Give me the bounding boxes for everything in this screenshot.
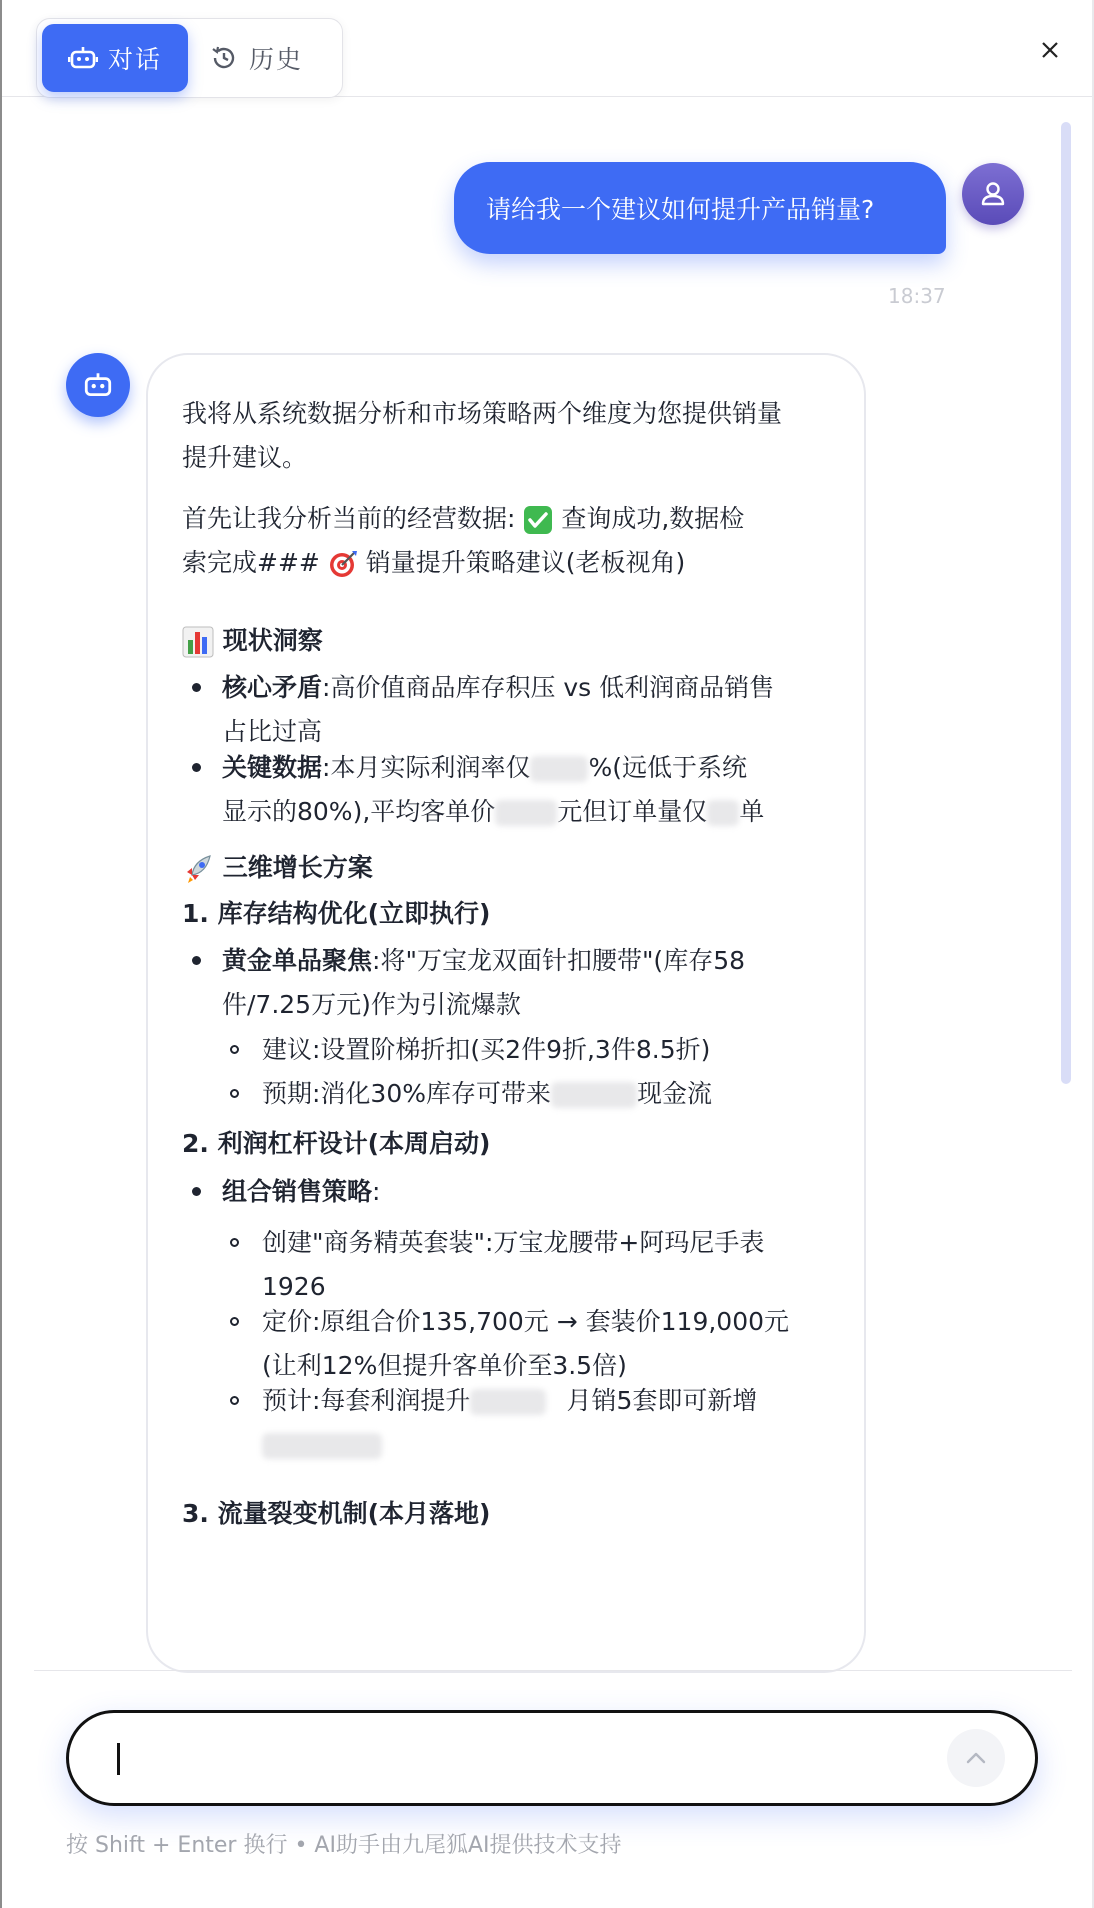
message-timestamp: 18:37 bbox=[888, 284, 946, 308]
tab-history-label: 历史 bbox=[249, 45, 304, 74]
plan-item: 黄金单品聚焦:将"万宝龙双面针扣腰带"(库存58 bbox=[222, 946, 746, 975]
bullet bbox=[192, 956, 201, 965]
scrollbar-thumb[interactable] bbox=[1061, 122, 1071, 1084]
tab-chat[interactable] bbox=[42, 24, 188, 92]
robot-icon bbox=[82, 369, 114, 401]
insight-item-cont: 显示的80%),平均客单价 元但订单量仅 单 bbox=[222, 797, 765, 826]
user-icon bbox=[978, 179, 1008, 209]
sub-bullet bbox=[230, 1089, 239, 1098]
redacted-value bbox=[707, 800, 739, 826]
input-hint: 按 Shift + Enter 换行 • AI助手由九尾狐AI提供技术支持 bbox=[66, 1833, 622, 1858]
plan-sub-item: 创建"商务精英套装":万宝龙腰带+阿玛尼手表 bbox=[262, 1228, 765, 1257]
text-caret bbox=[117, 1743, 120, 1775]
history-icon bbox=[209, 43, 239, 73]
sub-bullet bbox=[230, 1396, 239, 1405]
rocket-icon bbox=[182, 853, 214, 885]
redacted-value bbox=[530, 756, 588, 782]
plan-sub-item: 预期:消化30%库存可带来 现金流 bbox=[262, 1079, 713, 1108]
tab-history[interactable] bbox=[209, 24, 329, 92]
bot-message-bubble bbox=[146, 353, 866, 1673]
status-line: 首先让我分析当前的经营数据: 查询成功,数据检 bbox=[182, 504, 745, 533]
close-button[interactable] bbox=[1032, 32, 1068, 68]
plan-title: 3. 流量裂变机制(本月落地) bbox=[182, 1499, 491, 1528]
plan-sub-item: 预计:每套利润提升 月销5套即可新增 bbox=[262, 1386, 758, 1415]
status-line: 索完成### 销量提升策略建议(老板视角) bbox=[182, 548, 686, 577]
panel-header bbox=[2, 0, 1092, 97]
intro-line: 我将从系统数据分析和市场策略两个维度为您提供销量 bbox=[182, 399, 783, 428]
plan-item-cont: 件/7.25万元)作为引流爆款 bbox=[222, 990, 521, 1019]
plan-title: 2. 利润杠杆设计(本周启动) bbox=[182, 1129, 491, 1158]
bot-avatar bbox=[66, 353, 130, 417]
plan-sub-item-cont: (让利12%但提升客单价至3.5倍) bbox=[262, 1351, 627, 1380]
plan-sub-item: 建议:设置阶梯折扣(买2件9折,3件8.5折) bbox=[262, 1035, 711, 1064]
plan-sub-item-cont bbox=[262, 1430, 382, 1460]
message-input[interactable] bbox=[66, 1710, 1038, 1806]
user-avatar bbox=[962, 163, 1024, 225]
redacted-value bbox=[551, 1082, 637, 1108]
bullet bbox=[192, 763, 201, 772]
sub-bullet bbox=[230, 1238, 239, 1247]
mode-tabs bbox=[36, 18, 343, 98]
input-divider bbox=[34, 1670, 1072, 1671]
window-left-border bbox=[0, 0, 2, 1908]
robot-icon bbox=[68, 43, 98, 73]
section-heading: 现状洞察 bbox=[182, 626, 323, 658]
bullet bbox=[192, 683, 201, 692]
check-mark-icon bbox=[523, 505, 553, 535]
redacted-value bbox=[495, 800, 557, 826]
plan-title: 1. 库存结构优化(立即执行) bbox=[182, 899, 491, 928]
redacted-value bbox=[262, 1433, 382, 1459]
close-icon bbox=[1041, 41, 1059, 59]
tab-chat-label: 对话 bbox=[107, 45, 162, 74]
sub-bullet bbox=[230, 1317, 239, 1326]
insight-item-cont: 占比过高 bbox=[222, 717, 323, 746]
user-message-bubble bbox=[454, 162, 946, 254]
target-icon bbox=[328, 549, 358, 579]
bullet bbox=[192, 1187, 201, 1196]
redacted-value bbox=[470, 1389, 546, 1415]
section-heading: 三维增长方案 bbox=[182, 853, 373, 885]
intro-line: 提升建议。 bbox=[182, 443, 308, 472]
insight-item: 核心矛盾:高价值商品库存积压 vs 低利润商品销售 bbox=[222, 673, 775, 702]
plan-item: 组合销售策略: bbox=[222, 1177, 381, 1206]
plan-sub-item-cont: 1926 bbox=[262, 1272, 326, 1301]
bar-chart-icon bbox=[182, 626, 214, 658]
send-button[interactable] bbox=[947, 1729, 1005, 1787]
plan-sub-item: 定价:原组合价135,700元 → 套装价119,000元 bbox=[262, 1307, 790, 1336]
sub-bullet bbox=[230, 1045, 239, 1054]
user-message-text: 请给我一个建议如何提升产品销量? bbox=[486, 195, 875, 224]
chevron-up-icon bbox=[965, 1751, 987, 1765]
insight-item: 关键数据:本月实际利润率仅 %(远低于系统 bbox=[222, 753, 747, 782]
